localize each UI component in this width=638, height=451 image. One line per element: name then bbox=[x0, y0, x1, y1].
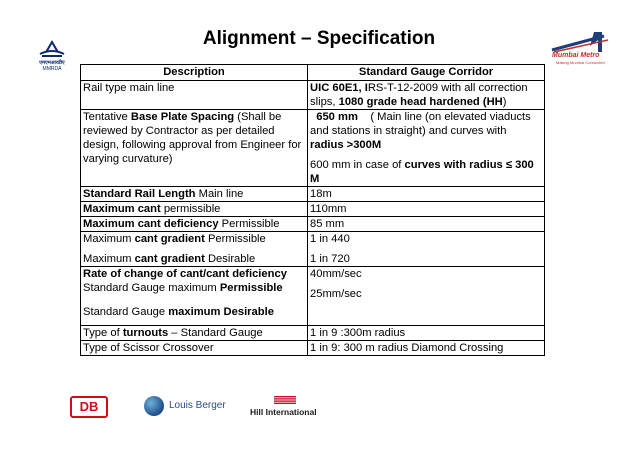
mmrda-subcaption: MMRDA bbox=[42, 66, 62, 72]
page-title: Alignment – Specification bbox=[202, 28, 436, 49]
db-logo: DB bbox=[70, 396, 108, 418]
table-row bbox=[81, 110, 545, 187]
value-cell: 1 in 440 1 in 720 bbox=[308, 232, 545, 267]
louis-berger-label: Louis Berger bbox=[169, 400, 226, 411]
table-row bbox=[81, 232, 545, 267]
table-row bbox=[81, 341, 545, 356]
description-cell: Rate of change of cant/cant deficiency Standard Gauge maximum Permissible Standard Gauge maximum Desirable bbox=[81, 267, 308, 326]
header-description: Description bbox=[81, 65, 308, 81]
value-cell: 1 in 9 :300m radius bbox=[308, 326, 545, 341]
louis-berger-logo bbox=[144, 396, 240, 420]
table-row bbox=[81, 267, 545, 326]
table-header-row bbox=[81, 65, 545, 81]
hill-international-logo bbox=[246, 396, 322, 420]
table-row bbox=[81, 217, 545, 232]
value-cell: 650 mm ( Main line (on elevated viaducts and stations in straight) and curves with radius >300M 600 mm in case of curves with radius ≤ 300 M bbox=[308, 110, 545, 187]
description-cell: Maximum cant permissible bbox=[81, 202, 308, 217]
mumbai-metro-subcaption: Making Mumbai Connected bbox=[556, 60, 605, 65]
value-cell: 18m bbox=[308, 187, 545, 202]
description-cell: Maximum cant deficiency Permissible bbox=[81, 217, 308, 232]
description-cell: Maximum cant gradient Permissible Maximum cant gradient Desirable bbox=[81, 232, 308, 267]
description-cell: Rail type main line bbox=[81, 81, 308, 110]
description-cell: Type of turnouts – Standard Gauge bbox=[81, 326, 308, 341]
table-body bbox=[81, 81, 545, 356]
header-standard-gauge-corridor: Standard Gauge Corridor bbox=[308, 65, 545, 81]
value-cell: 110mm bbox=[308, 202, 545, 217]
description-cell: Type of Scissor Crossover bbox=[81, 341, 308, 356]
globe-icon bbox=[144, 396, 164, 416]
specification-table bbox=[80, 64, 545, 356]
value-cell: 40mm/sec 25mm/sec bbox=[308, 267, 545, 326]
mumbai-metro-logo-icon bbox=[544, 30, 614, 54]
hill-bars-icon bbox=[274, 396, 296, 404]
mumbai-metro-caption: Mumbai Metro bbox=[552, 52, 600, 59]
table-row bbox=[81, 187, 545, 202]
hill-international-label: Hill International bbox=[250, 407, 317, 417]
description-cell: Standard Rail Length Main line bbox=[81, 187, 308, 202]
description-cell: Tentative Base Plate Spacing (Shall be reviewed by Contractor as per detailed design, following approval from Engineer for varying curvature) bbox=[81, 110, 308, 187]
mumbai-metro-logo bbox=[544, 30, 614, 70]
value-cell: UIC 60E1, IRS-T-12-2009 with all correction slips, 1080 grade head hardened (HH) bbox=[308, 81, 545, 110]
value-cell: 85 mm bbox=[308, 217, 545, 232]
table-row bbox=[81, 202, 545, 217]
value-cell: 1 in 9: 300 m radius Diamond Crossing bbox=[308, 341, 545, 356]
table-row bbox=[81, 326, 545, 341]
mmrda-caption: एमएमआरडीए bbox=[39, 60, 65, 66]
table-row bbox=[81, 81, 545, 110]
